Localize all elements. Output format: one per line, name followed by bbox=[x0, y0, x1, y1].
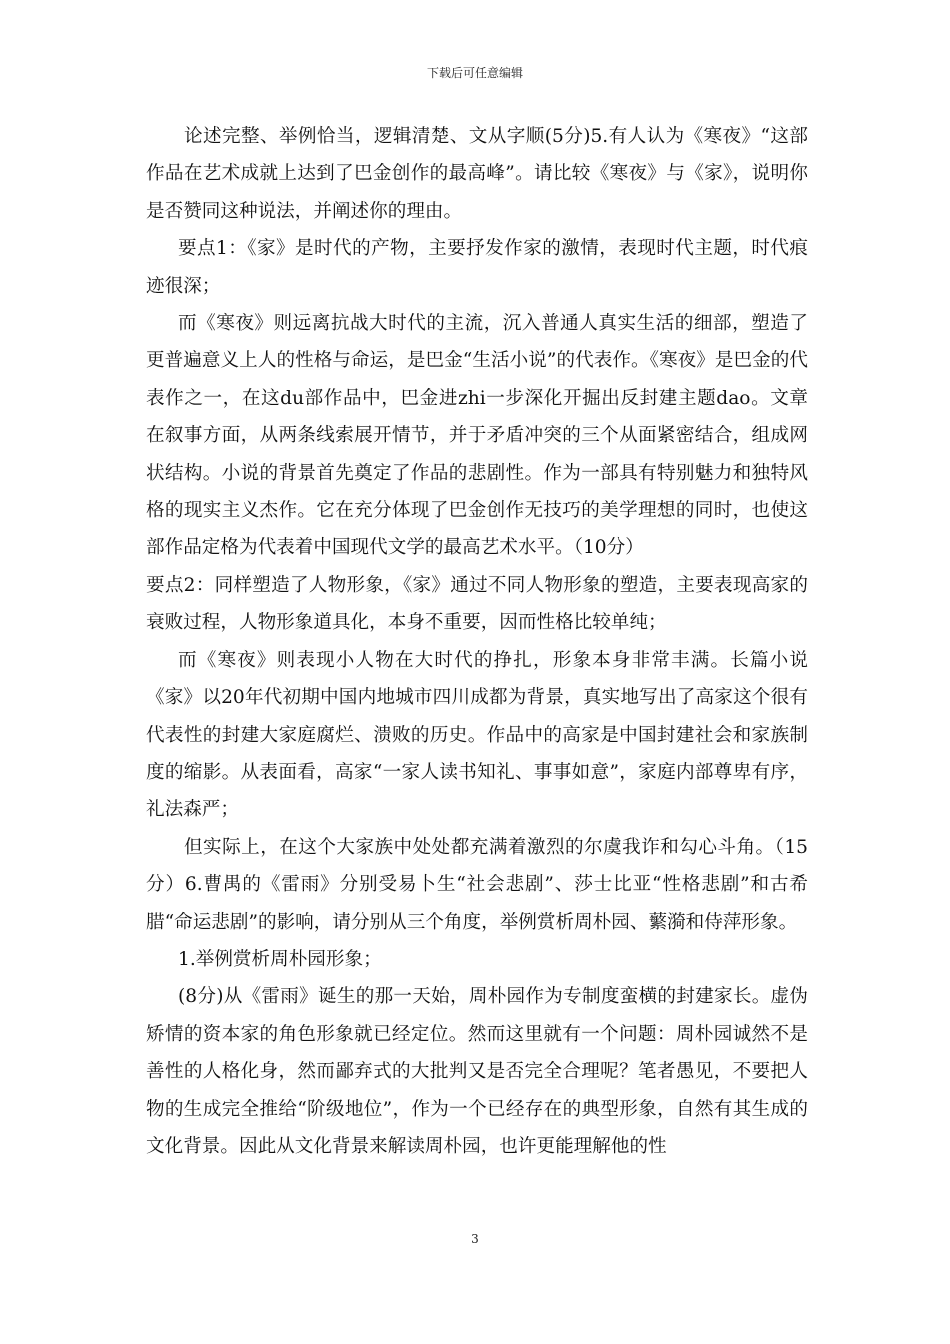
page-number: 3 bbox=[471, 1232, 479, 1246]
paragraph-essay-question: 论述完整、举例恰当，逻辑清楚、文从字顺(5分)5.有人认为《寒夜》“这部作品在艺术成就上达到了巴金创作的最高峰”。请比较《寒夜》与《家》，说明你是否赞同这种说法，并阐述你的理由。 bbox=[146, 126, 808, 222]
paragraph-zhou-puyuan-analysis: (8分)从《雷雨》诞生的那一天始，周朴园作为专制度蛮横的封建家长。虚伪矫情的资本家的角色形象就已经定位。然而这里就有一个问题：周朴园诚然不是善性的人格化身，然而鄙弃式的大批判又是否完全合理呢？笔者愚见，不要把人物的生成完全推给“阶级地位”，作为一个已经存在的典型形象，自然有其生成的文化背景。因此从文化背景来解读周朴园，也许更能理解他的性 bbox=[146, 986, 808, 1157]
document-body bbox=[146, 118, 808, 1165]
page-header: 下载后可任意编辑 bbox=[426, 66, 523, 80]
paragraph-hanye-analysis: 而《寒夜》则远离抗战大时代的主流，沉入普通人真实生活的细部，塑造了更普遍意义上人的性格与命运，是巴金“生活小说”的代表作。《寒夜》是巴金的代表作之一，在这du部作品中，巴金进zhi一步深化开掘出反封建主题dao。文章在叙事方面，从两条线索展开情节，并于矛盾冲突的三个从面紧密结合，组成网状结构。小说的背景首先奠定了作品的悲剧性。作为一部具有特别魅力和独特风格的现实主义杰作。它在充分体现了巴金创作无技巧的美学理想的同时，也使这部作品定格为代表着中国现代文学的最高艺术水平。（10分） bbox=[146, 313, 808, 559]
paragraph-point-1: 要点1：《家》是时代的产物，主要抒发作家的激情，表现时代主题，时代痕迹很深； bbox=[146, 238, 808, 297]
paragraph-zhou-puyuan-heading: 1.举例赏析周朴园形象； bbox=[178, 948, 382, 970]
paragraph-leiyu-question: 但实际上，在这个大家族中处处都充满着激烈的尔虞我诈和勾心斗角。（15分）6.曹禺的《雷雨》分别受易卜生“社会悲剧”、莎士比亚“性格悲剧”和古希腊“命运悲剧”的影响，请分别从三个角度，举例赏析周朴园、蘩漪和侍萍形象。 bbox=[146, 836, 808, 933]
paragraph-jia-analysis: 而《寒夜》则表现小人物在大时代的挣扎，形象本身非常丰满。长篇小说《家》以20年代初期中国内地城市四川成都为背景，真实地写出了高家这个很有代表性的封建大家庭腐烂、溃败的历史。作品中的高家是中国封建社会和家族制度的缩影。从表面看，高家“一家人读书知礼、事事如意”，家庭内部尊卑有序，礼法森严； bbox=[146, 649, 808, 821]
paragraph-point-2: 要点2：同样塑造了人物形象，《家》通过不同人物形象的塑造，主要表现高家的衰败过程，人物形象道具化，本身不重要，因而性格比较单纯； bbox=[146, 574, 808, 634]
